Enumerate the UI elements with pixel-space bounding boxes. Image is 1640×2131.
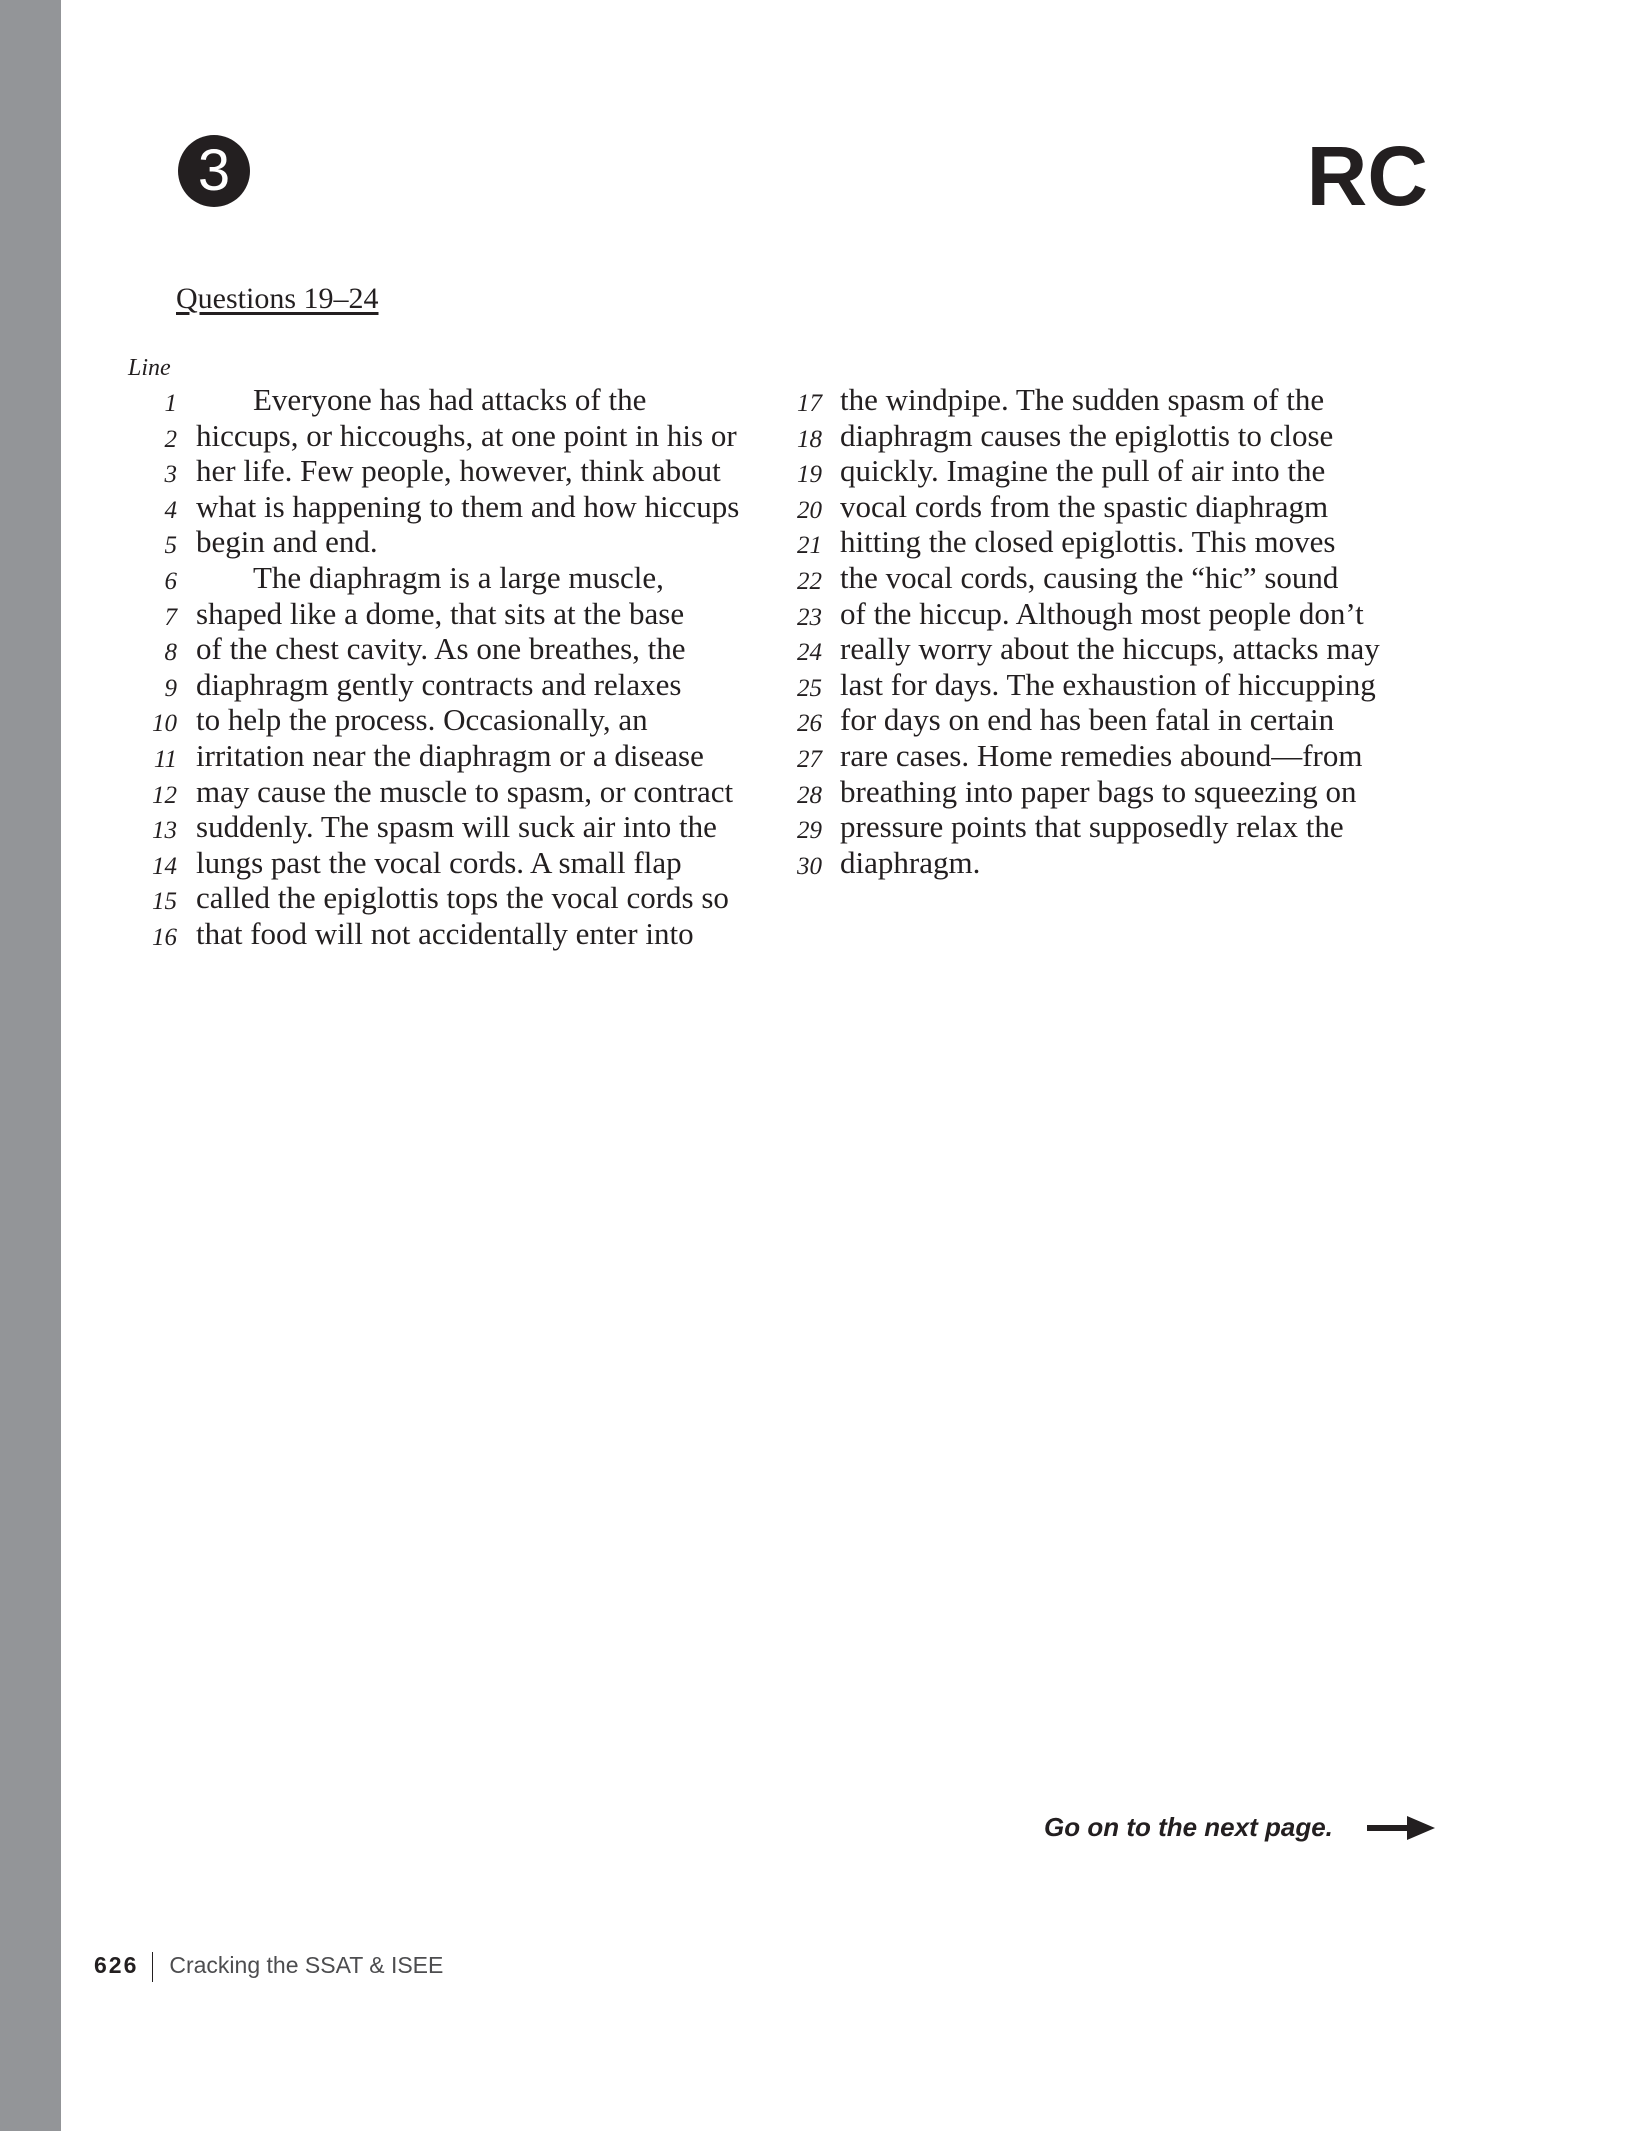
line-text: irritation near the diaphragm or a disease — [196, 738, 704, 773]
page-footer — [94, 1952, 443, 1982]
arrow-right-icon — [1367, 1816, 1435, 1840]
book-title: Cracking the SSAT & ISEE — [169, 1952, 444, 1979]
line-text: called the epiglottis tops the vocal cords so — [196, 880, 729, 916]
line-text: shaped like a dome, that sits at the base — [196, 595, 685, 631]
line-number: 21 — [797, 532, 822, 560]
line-text: her life. Few people, however, think about — [196, 453, 721, 489]
line-text: suddenly. The spasm will suck air into the — [196, 809, 717, 845]
line-text: rare cases. Home remedies abound—from — [840, 738, 1363, 773]
line-text: diaphragm gently contracts and relaxes — [196, 666, 682, 702]
line-number: 24 — [797, 639, 822, 667]
line-text: what is happening to them and how hiccups — [196, 488, 740, 524]
line-text: begin and end. — [196, 524, 378, 560]
line-text: Everyone has had attacks of the — [253, 382, 647, 417]
line-text: hitting the closed epiglottis. This moves — [840, 524, 1336, 560]
line-number: 4 — [164, 496, 177, 524]
line-number: 8 — [164, 639, 177, 667]
line-text: lungs past the vocal cords. A small flap — [196, 844, 682, 880]
line-text: diaphragm. — [840, 844, 981, 880]
page-number: 626 — [94, 1952, 139, 1979]
line-number: 7 — [164, 603, 177, 631]
section-number-badge: 3 — [178, 135, 250, 207]
line-number: 5 — [164, 532, 177, 560]
questions-heading: Questions 19–24 — [176, 282, 379, 315]
line-number: 23 — [797, 603, 822, 631]
line-number: 27 — [797, 746, 822, 773]
line-text: pressure points that supposedly relax the — [840, 809, 1344, 845]
line-number: 18 — [797, 425, 822, 453]
next-page-instruction: Go on to the next page. — [1044, 1812, 1333, 1842]
line-text: of the chest cavity. As one breathes, the — [196, 631, 686, 667]
line-number: 29 — [797, 817, 822, 845]
line-text: the windpipe. The sudden spasm of the — [840, 382, 1325, 417]
line-text: the vocal cords, causing the “hic” sound — [840, 560, 1339, 595]
line-number: 14 — [152, 852, 177, 880]
line-text: hiccups, or hiccoughs, at one point in his or — [196, 417, 737, 453]
line-number: 26 — [797, 710, 822, 738]
page-edge-bar — [0, 0, 61, 2131]
line-text: The diaphragm is a large muscle, — [253, 560, 664, 595]
line-text: diaphragm causes the epiglottis to close — [840, 417, 1334, 453]
line-number: 3 — [164, 461, 177, 489]
section-code: RC — [1306, 129, 1428, 223]
line-number: 6 — [164, 568, 177, 595]
line-number: 16 — [152, 924, 177, 951]
line-number: 2 — [164, 425, 177, 453]
line-text: last for days. The exhaustion of hiccupping — [840, 666, 1376, 702]
line-text: may cause the muscle to spasm, or contract — [196, 773, 734, 809]
line-number: 22 — [797, 568, 822, 595]
line-number: 28 — [797, 781, 822, 809]
line-number: 12 — [152, 781, 177, 809]
line-number: 20 — [797, 496, 822, 524]
line-number: 25 — [797, 674, 822, 702]
line-text: breathing into paper bags to squeezing on — [840, 773, 1357, 809]
line-number: 19 — [797, 461, 822, 489]
line-label: Line — [128, 355, 171, 381]
line-number: 30 — [797, 852, 822, 880]
line-text: quickly. Imagine the pull of air into the — [840, 453, 1326, 489]
line-number: 15 — [152, 888, 177, 916]
line-text: really worry about the hiccups, attacks may — [840, 631, 1380, 667]
line-text: to help the process. Occasionally, an — [196, 702, 648, 738]
line-number: 9 — [164, 674, 177, 702]
footer-divider — [152, 1952, 153, 1982]
line-number: 1 — [164, 390, 177, 417]
line-text: of the hiccup. Although most people don’t — [840, 595, 1364, 631]
line-text: vocal cords from the spastic diaphragm — [840, 488, 1329, 524]
line-text: for days on end has been fatal in certain — [840, 702, 1335, 738]
line-number: 13 — [152, 817, 177, 845]
line-text: that food will not accidentally enter into — [196, 916, 694, 951]
line-number: 11 — [153, 746, 177, 773]
line-number: 17 — [797, 390, 822, 417]
line-number: 10 — [152, 710, 177, 738]
